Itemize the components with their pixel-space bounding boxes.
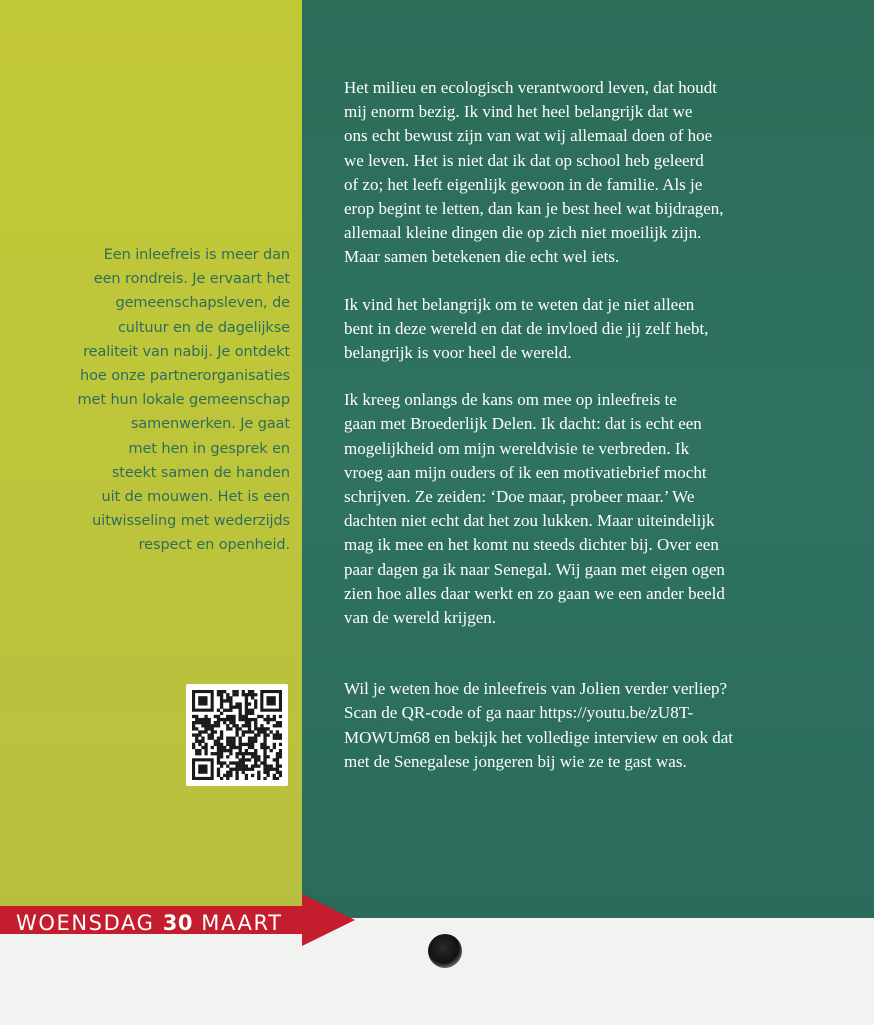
article-body — [344, 76, 814, 774]
qr-code-graphic — [192, 690, 282, 780]
date-label — [16, 908, 283, 938]
article-paragraph-1: Het milieu en ecologisch verantwoord leven, dat houdt mij enorm bezig. Ik vind het heel belangrijk dat we ons echt bewust zijn van wat wij allemaal doen of hoe we leven. Het is niet dat ik dat op school heb geleerd of zo; het leeft eigenlijk gewoon in de familie. Als je erop begint te letten, dan kan je best heel wat bijdragen, allemaal kleine dingen die op zich niet moeilijk zijn. Maar samen betekenen die echt wel iets. — [344, 78, 724, 267]
article-paragraph-2: Ik vind het belangrijk om te weten dat je niet alleen bent in deze wereld en dat de invloed die jij zelf hebt, belangrijk is voor heel de wereld. — [344, 294, 709, 363]
article-paragraph-4: Wil je weten hoe de inleefreis van Jolien verder verliep? Scan de QR-code of ga naar https://youtu.be/zU8T- MOWUm68 en bekijk het volledige interview en ook dat met de Senegalese jongeren bij wie ze te gast was. — [344, 679, 734, 771]
date-month: MAART — [201, 911, 283, 935]
qr-code-icon[interactable] — [186, 684, 288, 786]
hanging-hole — [428, 934, 462, 968]
sidebar-quote: Een inleefreis is meer dan een rondreis. Je ervaart het gemeenschapsleven, de cultuur en de dagelijkse realiteit van nabij. Je ontdekt hoe onze partnerorganisaties met hun lokale gemeenschap samenwerken. Je gaat met hen in gesprek en steekt samen de handen uit de mouwen. Het is een uitwisseling met wederzijds respect en openheid. — [77, 247, 290, 554]
date-day: 30 — [162, 911, 193, 935]
date-weekday: WOENSDAG — [16, 911, 155, 935]
article-paragraph-3: Ik kreeg onlangs de kans om mee op inleefreis te gaan met Broederlijk Delen. Ik dacht: dat is echt een mogelijkheid om mijn wereldvisie te verbreden. Ik vroeg aan mijn ouders of ik een motivatiebrief mocht schrijven. Ze zeiden: ‘Doe maar, probeer maar.’ We dachten niet echt dat het zou lukken. Maar uiteindelijk mag ik mee en het komt nu steeds dichter bij. Over een paar dagen ga ik naar Senegal. Wij gaan met eigen ogen zien hoe alles daar werkt en zo gaan we een ander beeld van de wereld krijgen. — [344, 390, 725, 628]
